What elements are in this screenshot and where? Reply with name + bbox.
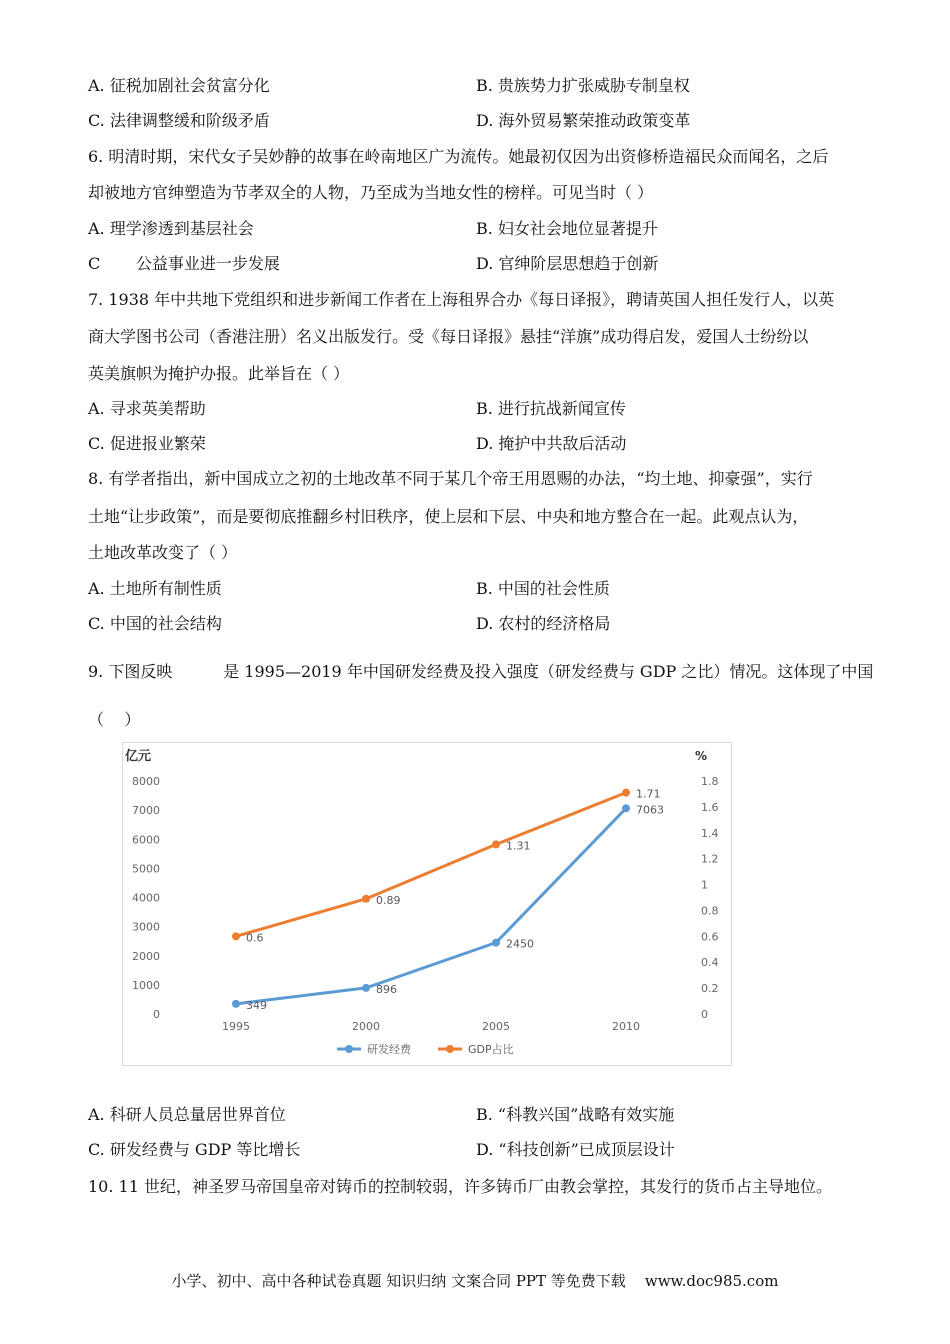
q6-stem-line-1: 6. 明清时期，宋代女子吴妙静的故事在岭南地区广为流传。她最初仅因为出资修桥造福民众而闻名，之后 <box>88 147 829 166</box>
x-tick-label: 2010 <box>612 1020 640 1033</box>
q9-stem-line-1: 9. 下图反映 是 1995—2019 年中国研发经费及投入强度（研发经费与 GDP 之比）情况。这体现了中国 <box>88 662 874 681</box>
q6-stem-line-2: 却被地方官绅塑造为节孝双全的人物，乃至成为当地女性的榜样。可见当时（ ） <box>88 183 654 202</box>
series-point <box>622 804 630 812</box>
q8-stem-line-1: 8. 有学者指出，新中国成立之初的土地改革不同于某几个帝王用恩赐的办法，“均土地、抑豪强”，实行 <box>88 469 813 488</box>
series-layer <box>232 788 664 1012</box>
legend-swatch-point <box>345 1045 353 1053</box>
series-line-rd-funding <box>236 808 626 1004</box>
q7-stem-line-2: 商大学图书公司（香港注册）名义出版发行。受《每日译报》悬挂“洋旗”成功得启发，爱国人士纷纷以 <box>88 327 809 346</box>
right-tick-label: 0.4 <box>701 956 719 970</box>
legend-label: 研发经费 <box>367 1043 411 1056</box>
left-tick-label: 3000 <box>132 920 160 934</box>
right-tick-label: 0.8 <box>701 904 719 918</box>
x-tick-label: 2000 <box>352 1020 380 1033</box>
q5-option-b: B. 贵族势力扩张威胁专制皇权 <box>476 76 690 95</box>
right-tick-label: 1 <box>701 878 708 892</box>
data-label: 1.71 <box>636 787 661 801</box>
right-tick-label: 0 <box>701 1008 708 1021</box>
q8-stem-line-2: 土地“让步政策”，而是要彻底推翻乡村旧秩序，使上层和下层、中央和地方整合在一起。此观点认为， <box>88 507 809 526</box>
page-footer: 小学、初中、高中各种试卷真题 知识归纳 文案合同 PPT 等免费下载 www.doc985.com <box>171 1272 779 1290</box>
x-tick-label: 1995 <box>222 1020 250 1033</box>
right-tick-label: 1.4 <box>701 826 719 840</box>
q5-option-a: A. 征税加剧社会贫富分化 <box>88 76 270 95</box>
data-label: 1.31 <box>506 839 531 853</box>
series-point <box>362 984 370 992</box>
q8-option-c: C. 中国的社会结构 <box>88 614 222 633</box>
q9-option-a: A. 科研人员总量居世界首位 <box>88 1105 286 1124</box>
legend-label: GDP占比 <box>468 1043 514 1056</box>
q7-stem-line-1: 7. 1938 年中共地下党组织和进步新闻工作者在上海租界合办《每日译报》，聘请英国人担任发行人，以英 <box>88 290 835 309</box>
right-axis-unit: % <box>695 749 708 763</box>
q8-option-a: A. 土地所有制性质 <box>88 579 222 598</box>
series-point <box>232 932 240 940</box>
q6-option-d: D. 官绅阶层思想趋于创新 <box>476 254 659 273</box>
q7-option-d: D. 掩护中共敌后活动 <box>476 434 627 453</box>
q9-option-b: B. “科教兴国”战略有效实施 <box>476 1105 675 1124</box>
q9-option-d: D. “科技创新”已成顶层设计 <box>476 1140 675 1159</box>
q8-option-d: D. 农村的经济格局 <box>476 614 611 633</box>
left-tick-label: 1000 <box>132 978 160 992</box>
q6-option-a: A. 理学渗透到基层社会 <box>88 219 254 238</box>
data-label: 0.89 <box>376 893 401 907</box>
data-label: 349 <box>246 998 267 1012</box>
q6-option-c: C 公益事业进一步发展 <box>88 254 280 273</box>
series-point <box>492 840 500 848</box>
data-label: 896 <box>376 982 397 996</box>
q7-option-a: A. 寻求英美帮助 <box>88 399 206 418</box>
left-tick-label: 5000 <box>132 862 160 876</box>
q5-option-c: C. 法律调整缓和阶级矛盾 <box>88 111 270 130</box>
right-axis <box>701 775 719 1021</box>
q7-option-b: B. 进行抗战新闻宣传 <box>476 399 626 418</box>
data-label: 0.6 <box>246 931 264 945</box>
q8-option-b: B. 中国的社会性质 <box>476 579 610 598</box>
left-axis-unit: 亿元 <box>125 749 152 764</box>
right-tick-label: 0.6 <box>701 930 719 944</box>
x-tick-label: 2005 <box>482 1020 510 1033</box>
series-point <box>622 789 630 797</box>
left-tick-label: 4000 <box>132 891 160 905</box>
right-tick-label: 1.6 <box>701 800 719 814</box>
q9-option-c: C. 研发经费与 GDP 等比增长 <box>88 1140 301 1159</box>
data-label: 7063 <box>636 803 664 817</box>
rd-funding-chart <box>122 742 732 1066</box>
left-tick-label: 7000 <box>132 804 160 818</box>
x-axis <box>222 1020 640 1033</box>
q7-stem-line-3: 英美旗帜为掩护办报。此举旨在（ ） <box>88 364 350 383</box>
q8-stem-line-3: 土地改革改变了（ ） <box>88 543 238 562</box>
series-point <box>232 1000 240 1008</box>
left-tick-label: 0 <box>153 1008 160 1021</box>
series-point <box>492 939 500 947</box>
q10-stem-line-1: 10. 11 世纪，神圣罗马帝国皇帝对铸币的控制较弱，许多铸币厂由教会掌控，其发行的货币占主导地位。 <box>88 1177 832 1196</box>
right-tick-label: 0.2 <box>701 982 719 996</box>
left-tick-label: 8000 <box>132 775 160 788</box>
chart-legend <box>337 1042 514 1056</box>
data-label: 2450 <box>506 937 534 951</box>
q5-option-d: D. 海外贸易繁荣推动政策变革 <box>476 111 691 130</box>
series-point <box>362 895 370 903</box>
left-tick-label: 6000 <box>132 833 160 847</box>
chart-svg <box>123 743 731 1065</box>
q6-option-b: B. 妇女社会地位显著提升 <box>476 219 658 238</box>
series-line-gdp-ratio <box>236 793 626 937</box>
q7-option-c: C. 促进报业繁荣 <box>88 434 206 453</box>
left-axis <box>132 775 160 1021</box>
legend-swatch-point <box>446 1045 454 1053</box>
left-tick-label: 2000 <box>132 949 160 963</box>
right-tick-label: 1.2 <box>701 852 719 866</box>
q9-stem-line-2: （ ） <box>88 710 141 729</box>
right-tick-label: 1.8 <box>701 775 719 788</box>
